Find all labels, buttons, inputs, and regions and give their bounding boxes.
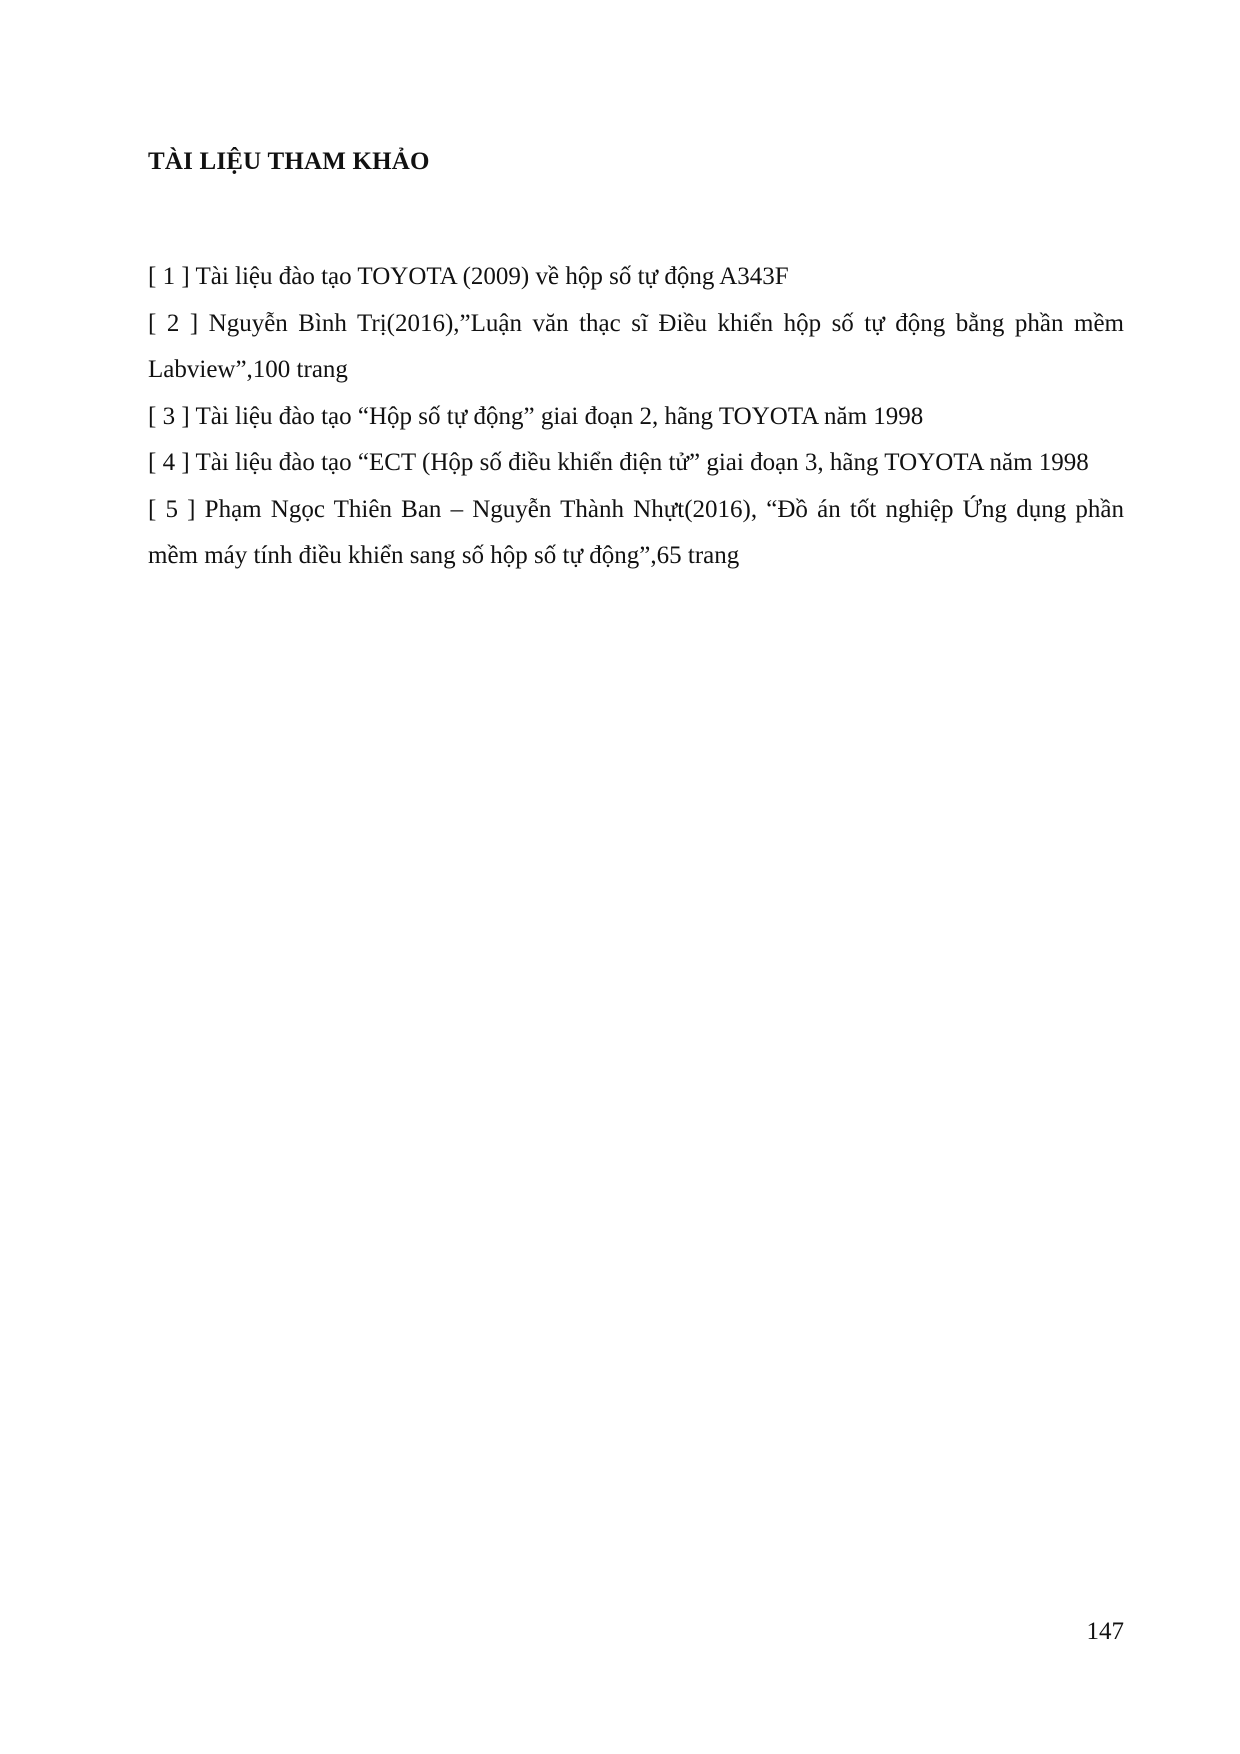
reference-item: [ 3 ] Tài liệu đào tạo “Hộp số tự động” giai đoạn 2, hãng TOYOTA năm 1998	[148, 402, 924, 430]
page-title: TÀI LIỆU THAM KHẢO	[148, 148, 430, 175]
reference-item: [ 4 ] Tài liệu đào tạo “ECT (Hộp số điều khiển điện tử” giai đoạn 3, hãng TOYOTA năm 1998	[148, 449, 1089, 476]
reference-item: [ 2 ] Nguyễn Bình Trị(2016),”Luận văn thạc sĩ Điều khiển hộp số tự động bằng phần mềm Labview”,100 trang	[148, 309, 1124, 383]
page-number: 147	[1086, 1618, 1124, 1645]
reference-item: [ 5 ] Phạm Ngọc Thiên Ban – Nguyễn Thành Nhựt(2016), “Đồ án tốt nghiệp Ứng dụng phần mềm máy tính điều khiển sang số hộp số tự động”,65 trang	[148, 495, 1124, 569]
reference-item: [ 1 ] Tài liệu đào tạo TOYOTA (2009) về hộp số tự động A343F	[148, 263, 789, 290]
reference-list	[148, 254, 1124, 580]
